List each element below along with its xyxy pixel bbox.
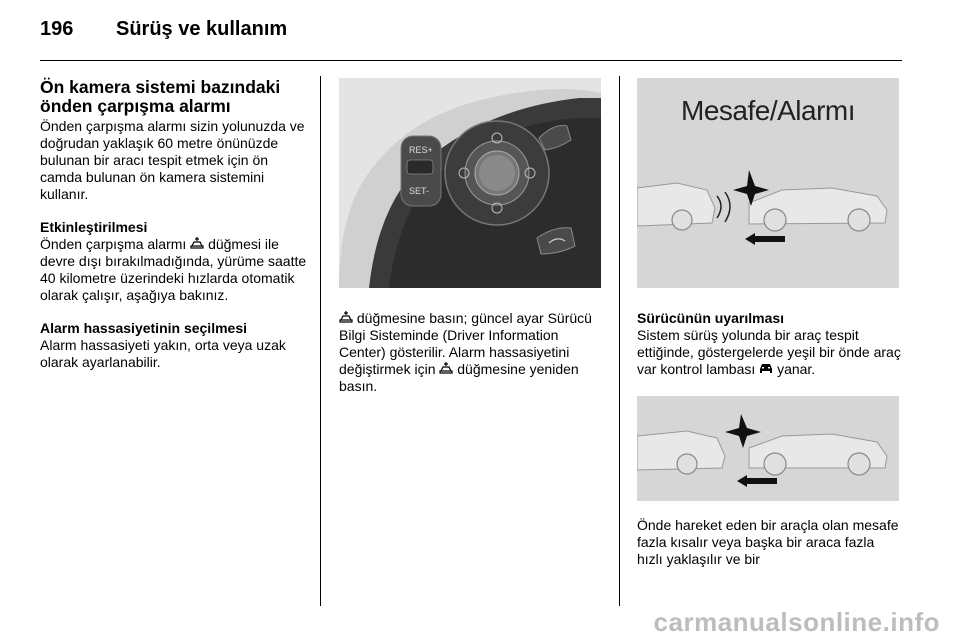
activation-heading: Etkinleştirilmesi	[40, 219, 148, 235]
car-collision-icon	[339, 311, 353, 324]
car-collision-icon	[190, 237, 204, 250]
activation-text-2: düğmesi ile devre dışı bırakılmadığında, yürüme saatte 40 kilometre üzerindeki hızlarda otomatik olarak çalışır, aşağıya bakınız.	[40, 236, 307, 303]
collision-warning-illustration	[637, 396, 899, 501]
sensitivity-heading: Alarm hassasiyetinin seçilmesi	[40, 320, 247, 336]
column-divider-2	[619, 76, 620, 606]
steering-wheel-illustration	[339, 78, 601, 288]
page-number: 196	[40, 18, 74, 40]
col2-paragraph	[339, 310, 601, 395]
warning-paragraph	[637, 327, 903, 378]
activation-text-1: Önden çarpışma alarmı	[40, 236, 187, 252]
collision-warning-image	[637, 396, 899, 501]
column-3	[637, 78, 903, 568]
res-button-label: RES+	[409, 145, 433, 155]
car-front-icon	[759, 362, 773, 375]
header-divider	[40, 60, 902, 61]
section-title: Ön kamera sistemi bazındaki önden çarpışma alarmı	[40, 77, 281, 116]
col2-text-1: düğmesine basın; güncel ayar Sürücü Bilgi Sisteminde (Driver Information Center) gösterilir. Alarm hassasiyetini değiştirmek için	[339, 310, 592, 377]
intro-paragraph: Önden çarpışma alarmı sizin yolunuzda ve doğrudan yaklaşık 60 metre önünüzde bulunan bir aracı tespit etmek için ön camda bulunan ön kamera sistemini kullanır.	[40, 118, 305, 202]
steering-wheel-image	[339, 78, 601, 288]
distance-alarm-display-image	[637, 78, 899, 288]
column-2	[339, 78, 601, 395]
display-title: Mesafe/Alarmı	[681, 95, 855, 126]
set-button-label: SET-	[409, 186, 430, 196]
sensitivity-paragraph: Alarm hassasiyeti yakın, orta veya uzak olarak ayarlanabilir.	[40, 337, 286, 370]
watermark: carmanualsonline.info	[653, 607, 940, 637]
warning-text-1: Sistem sürüş yolunda bir araç tespit ettiğinde, göstergelerde yeşil bir önde araç var kontrol lambası	[637, 327, 901, 377]
column-divider-1	[320, 76, 321, 606]
warning-text-2: yanar.	[777, 361, 816, 377]
col2-text-2: düğmesine yeniden basın.	[339, 361, 579, 394]
page-header	[40, 14, 900, 50]
column-1	[40, 78, 308, 371]
warning-heading: Sürücünün uyarılması	[637, 310, 785, 326]
chapter-title: Sürüş ve kullanım	[116, 18, 288, 40]
distance-alarm-illustration	[637, 78, 899, 288]
bottom-paragraph: Önde hareket eden bir araçla olan mesafe fazla kısalır veya başka bir araca fazla hızlı yaklaşılır ve bir	[637, 517, 899, 567]
activation-paragraph	[40, 236, 308, 304]
car-collision-icon	[439, 362, 453, 375]
